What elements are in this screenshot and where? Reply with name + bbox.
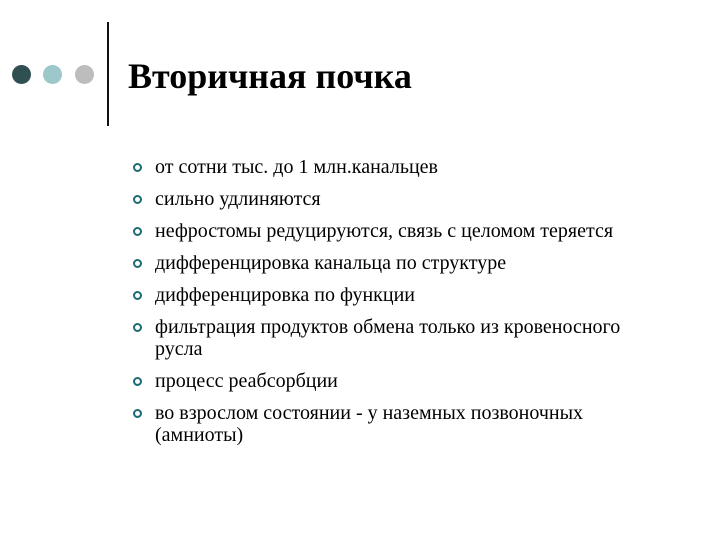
bullet-icon (133, 377, 142, 386)
light-blue-circle-icon (43, 65, 62, 84)
bullet-text: дифференцировка канальца по структуре (155, 252, 507, 274)
bullet-text: сильно удлиняются (155, 188, 321, 210)
list-item (128, 252, 648, 274)
list-item (128, 402, 648, 446)
list-item (128, 316, 648, 360)
bullet-icon (133, 227, 142, 236)
bullet-text: от сотни тыс. до 1 млн.канальцев (155, 156, 438, 178)
bullet-text: процесс реабсорбции (155, 370, 338, 392)
bullet-list (128, 156, 648, 446)
bullet-text: во взрослом состоянии - у наземных позвоночных (амниоты) (155, 402, 584, 446)
bullet-icon (133, 291, 142, 300)
vertical-divider (107, 22, 109, 126)
list-item (128, 188, 648, 210)
bullet-icon (133, 259, 142, 268)
bullet-text: дифференцировка по функции (155, 284, 415, 306)
gray-circle-icon (75, 65, 94, 84)
decorative-dots (12, 65, 98, 85)
list-item (128, 284, 648, 306)
bullet-text: нефростомы редуцируются, связь с целомом теряется (155, 220, 614, 242)
list-item (128, 370, 648, 392)
dark-circle-icon (12, 65, 31, 84)
bullet-icon (133, 163, 142, 172)
list-item (128, 156, 648, 178)
bullet-icon (133, 323, 142, 332)
bullet-text: фильтрация продуктов обмена только из кровеносного русла (155, 316, 621, 360)
slide-title: Вторичная почка (128, 56, 412, 96)
bullet-icon (133, 409, 142, 418)
list-item (128, 220, 648, 242)
bullet-icon (133, 195, 142, 204)
